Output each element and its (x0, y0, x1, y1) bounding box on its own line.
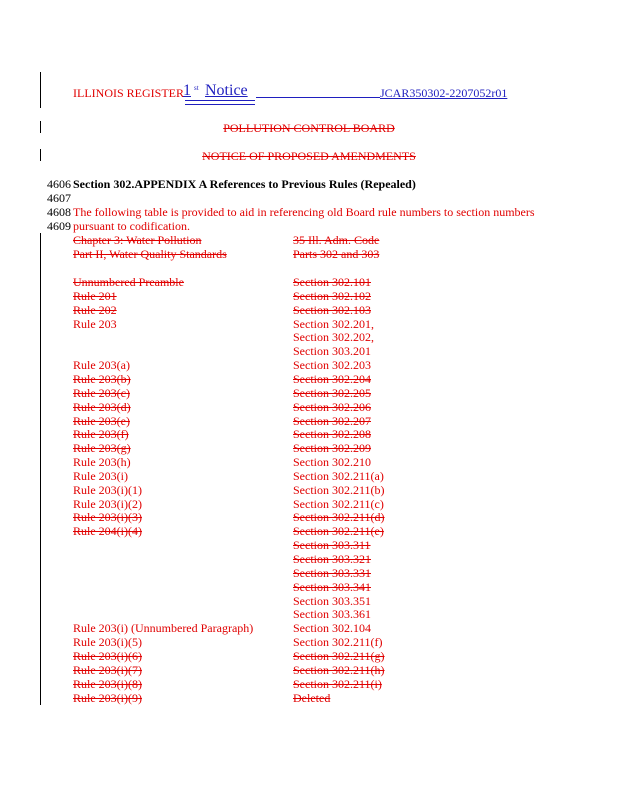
table-row (0, 303, 618, 317)
table-header-left: Part II, Water Quality Standards (73, 247, 227, 261)
table-row (0, 483, 618, 497)
section-cell: Section 302.211(f) (293, 635, 383, 650)
section-cell: Section 302.211(h) (293, 662, 385, 677)
section-cell: Section 302.211(e) (293, 524, 384, 539)
old-rule-cell: Rule 203(i)(8) (73, 676, 142, 691)
notice-label: Notice (205, 82, 248, 99)
section-cell: Section 302.211(c) (293, 496, 384, 511)
table-header-left: Chapter 3: Water Pollution (73, 233, 202, 247)
old-rule-cell: Rule 203(i) (Unnumbered Paragraph) (73, 621, 254, 636)
line-number: 4609 (47, 219, 71, 233)
old-rule-cell: Rule 203(a) (73, 358, 130, 373)
table-row (0, 469, 618, 483)
table-row (0, 649, 618, 663)
section-cell: Section 302.211(i) (293, 676, 382, 691)
table-row (0, 386, 618, 400)
section-cell: Section 303.341 (293, 579, 371, 594)
section-cell: Section 302.207 (293, 413, 371, 428)
old-rule-cell: Rule 203(f) (73, 427, 129, 442)
old-rule-cell: Rule 201 (73, 288, 117, 303)
section-cell: Section 303.321 (293, 552, 371, 566)
section-cell: Section 302.102 (293, 288, 371, 303)
intro-text-line-1: The following table is provided to aid in referencing old Board rule numbers to section numbers (73, 205, 535, 219)
table-row (0, 441, 618, 455)
table-header-right: Parts 302 and 303 (293, 247, 380, 261)
table-row (0, 289, 618, 303)
table-row (0, 344, 618, 358)
section-cell: Section 302.205 (293, 385, 371, 400)
register-label: ILLINOIS REGISTER (73, 86, 184, 100)
old-rule-cell: Unnumbered Preamble (73, 275, 184, 289)
table-row (0, 400, 618, 414)
table-row (0, 372, 618, 386)
old-rule-cell: Rule 203(c) (73, 385, 130, 400)
notice-number: 1 (183, 82, 191, 99)
notice-superscript: st (194, 84, 199, 92)
section-cell: Section 302.203 (293, 358, 371, 373)
intro-text-line-2: pursuant to codification. (73, 219, 190, 233)
section-cell: Section 302.202, (293, 330, 374, 345)
old-rule-cell: Rule 203(i)(9) (73, 690, 142, 705)
table-row (0, 635, 618, 649)
section-cell: Section 302.204 (293, 371, 371, 386)
table-row (0, 663, 618, 677)
section-cell: Section 302.104 (293, 621, 371, 636)
old-rule-cell: Rule 203(h) (73, 455, 131, 470)
line-number: 4608 (47, 205, 71, 219)
table-row (0, 414, 618, 428)
section-cell: Section 303.361 (293, 607, 371, 622)
table-row (0, 691, 618, 705)
table-header-right: 35 Ill. Adm. Code (293, 233, 380, 247)
old-rule-cell: Rule 203(i)(5) (73, 635, 142, 650)
table-row (0, 524, 618, 538)
old-rule-cell: Rule 203 (73, 316, 117, 331)
old-rule-cell: Rule 203(b) (73, 371, 131, 386)
section-cell: Deleted (293, 690, 331, 705)
line-number: 4606 (47, 177, 71, 191)
table-row (0, 358, 618, 372)
table-row (0, 607, 618, 621)
section-cell: Section 302.211(d) (293, 510, 385, 525)
table-row (0, 427, 618, 441)
section-cell: Section 302.101 (293, 275, 371, 289)
old-rule-cell: Rule 203(i)(1) (73, 482, 142, 497)
line-number: 4607 (47, 191, 71, 205)
table-row (0, 552, 618, 566)
section-cell: Section 302.211(b) (293, 482, 385, 497)
header-underline (256, 97, 380, 98)
old-rule-cell: Rule 203(i) (73, 468, 128, 483)
old-rule-cell: Rule 203(d) (73, 399, 131, 414)
old-rule-cell: Rule 203(i)(7) (73, 662, 142, 677)
table-row (0, 330, 618, 344)
section-cell: Section 302.206 (293, 399, 371, 414)
old-rule-cell: Rule 204(i)(4) (73, 524, 142, 539)
section-heading: Section 302.APPENDIX A References to Previous Rules (Repealed) (73, 177, 416, 191)
old-rule-cell: Rule 203(g) (73, 441, 131, 456)
table-row (0, 566, 618, 580)
header-double-rule (185, 100, 255, 105)
old-rule-cell: Rule 202 (73, 302, 117, 317)
notice-title: NOTICE OF PROPOSED AMENDMENTS (202, 149, 416, 163)
table-row (0, 317, 618, 331)
document-code: JCAR350302-2207052r01 (380, 86, 508, 100)
agency-title: POLLUTION CONTROL BOARD (223, 121, 395, 135)
section-cell: Section 303.201 (293, 344, 371, 359)
old-rule-cell: Rule 203(e) (73, 413, 130, 428)
old-rule-cell: Rule 203(i)(2) (73, 496, 142, 511)
table-row (0, 455, 618, 469)
change-bar (40, 72, 41, 108)
table-row (0, 677, 618, 691)
table-row (0, 538, 618, 552)
section-cell: Section 303.351 (293, 593, 371, 608)
section-cell: Section 302.208 (293, 427, 371, 442)
section-cell: Section 302.209 (293, 441, 371, 456)
section-cell: Section 302.103 (293, 302, 371, 317)
table-header-row (0, 233, 618, 247)
section-cell: Section 302.201, (293, 316, 374, 331)
table-row (0, 594, 618, 608)
table-header-row (0, 247, 618, 261)
section-cell: Section 302.210 (293, 455, 371, 470)
table-row (0, 275, 618, 289)
old-rule-cell: Rule 203(i)(6) (73, 648, 142, 663)
section-cell: Section 303.311 (293, 538, 371, 553)
table-row (0, 621, 618, 635)
section-cell: Section 302.211(g) (293, 648, 385, 663)
table-row (0, 580, 618, 594)
table-row (0, 510, 618, 524)
table-row (0, 497, 618, 511)
section-cell: Section 302.211(a) (293, 468, 384, 483)
section-cell: Section 303.331 (293, 565, 371, 580)
old-rule-cell: Rule 203(i)(3) (73, 510, 142, 525)
